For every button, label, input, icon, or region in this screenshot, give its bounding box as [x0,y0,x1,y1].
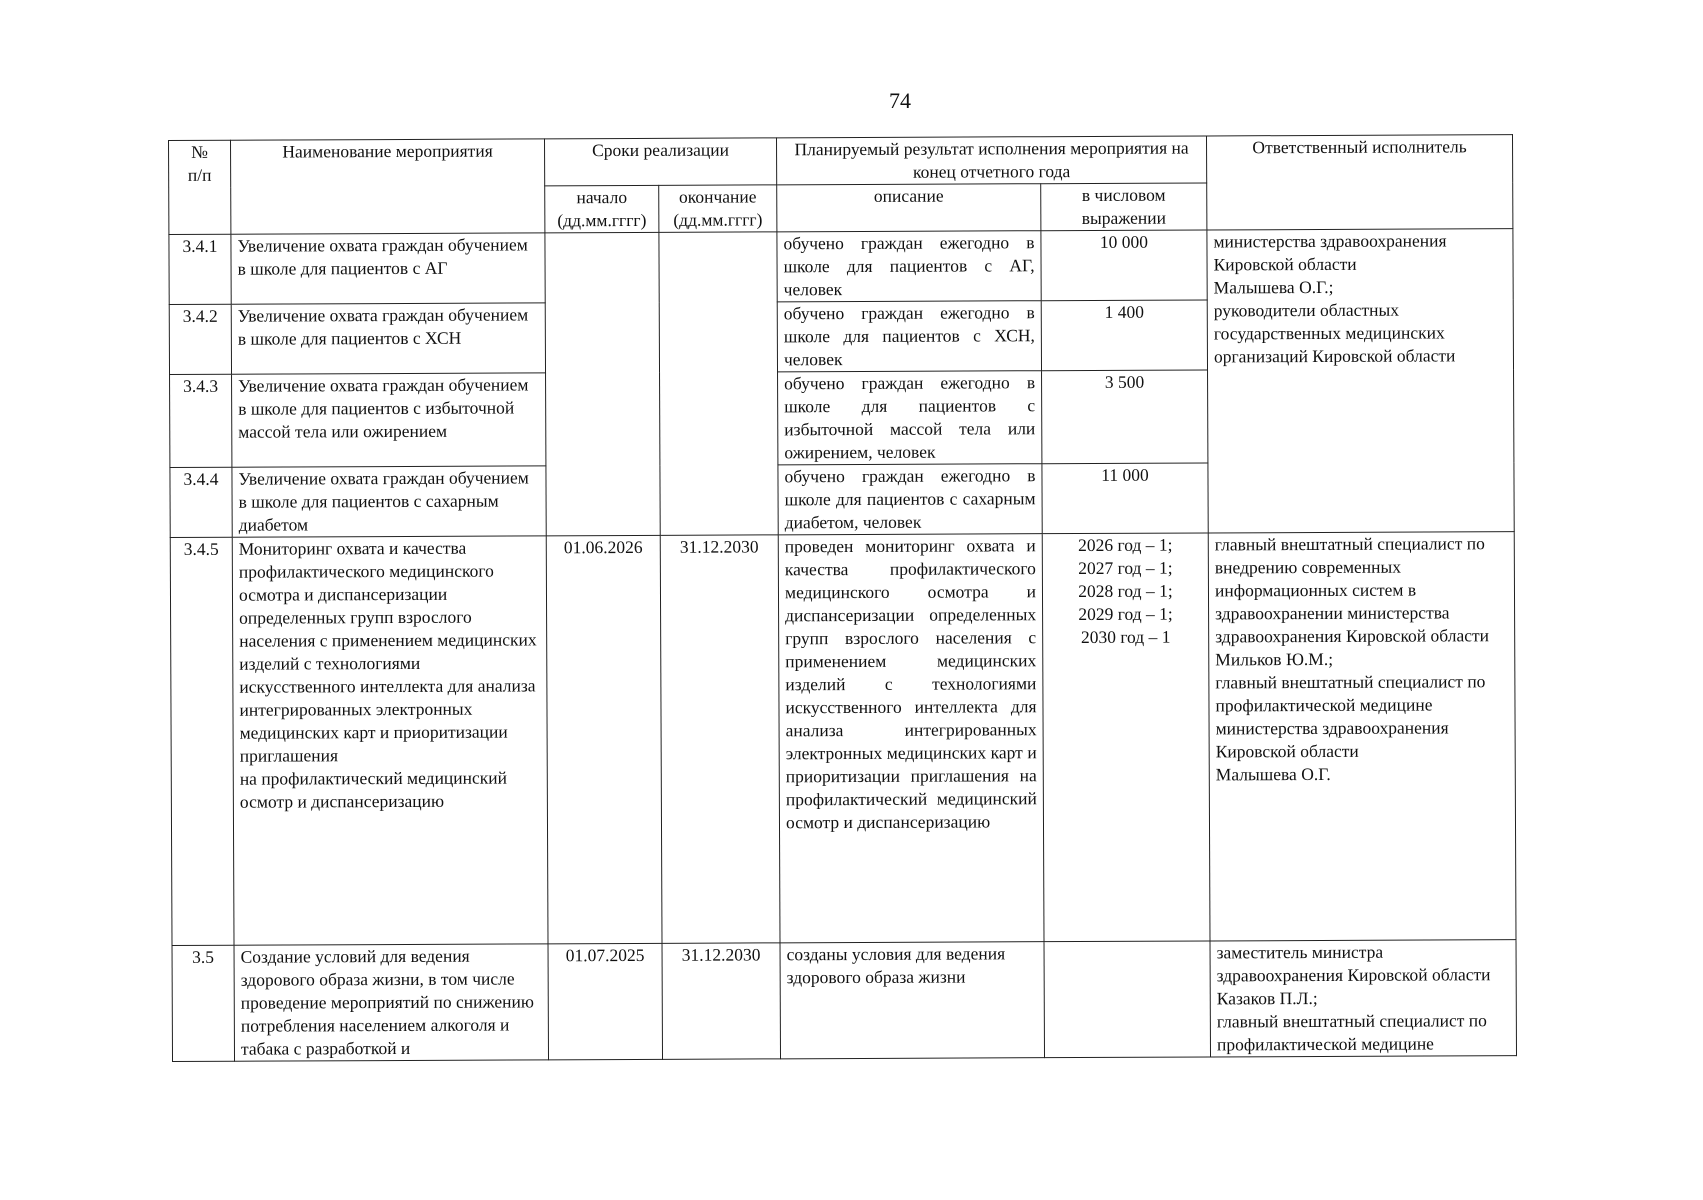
row-value: 3 500 [1042,370,1208,464]
table-header-row [169,135,1513,188]
row-responsible: главный внештатный специалист по внедрению современных информационных систем в здравоохранении министерства здравоохранения Кировской области Мильков Ю.М.; главный внештатный специалист по профилактической медицине министерства здравоохранения Кировской области Малышева О.Г. [1208,532,1516,941]
row-number: 3.4.5 [170,537,234,945]
table-row [169,229,1513,305]
header-responsible: Ответственный исполнитель [1206,135,1512,230]
table-row [172,940,1516,1062]
row-number: 3.4.1 [169,234,231,304]
header-numeric: в числовом выражении [1041,183,1207,231]
row-start-empty [545,232,660,535]
row-end: 31.12.2030 [662,943,781,1060]
row-name: Увеличение охвата граждан обучением в школе для пациентов с АГ [231,233,545,304]
row-name: Увеличение охвата граждан обучением в школе для пациентов с ХСН [231,303,545,374]
header-num: № п/п [169,140,231,234]
row-number: 3.5 [172,945,235,1061]
row-name: Увеличение охвата граждан обучением в школе для пациентов с сахарным диабетом [232,466,546,537]
row-value: 1 400 [1041,300,1207,371]
row-description: обучено граждан ежегодно в школе для пациентов с избыточной массой тела или ожирением, человек [778,371,1042,465]
header-end: окончание (дд.мм.гггг) [659,185,777,233]
row-name: Мониторинг охвата и качества профилактического медицинского осмотра и диспансеризации определенных групп взрослого населения с применением медицинских изделий с технологиями искусственного интеллекта для анализа интегрированных электронных медицинских карт и приоритизации приглашения на профилактический медицинский осмотр и диспансеризацию [232,536,548,945]
row-name: Создание условий для ведения здорового образа жизни, в том числе проведение мероприятий по снижению потребления населением алкоголя и табака с разработкой и [234,944,549,1061]
row-start: 01.07.2025 [548,943,663,1059]
row-number: 3.4.3 [170,374,232,467]
row-value: 2026 год – 1; 2027 год – 1; 2028 год – 1; 2029 год – 1; 2030 год – 1 [1042,533,1210,942]
row-value [1044,941,1211,1058]
row-description: обучено граждан ежегодно в школе для пациентов с АГ, человек [777,231,1041,302]
row-description: созданы условия для ведения здорового образа жизни [780,942,1045,1059]
row-number: 3.4.4 [170,467,232,537]
row-description: проведен мониторинг охвата и качества профилактического медицинского осмотра и диспансеризации определенных групп взрослого населения с применением медицинских изделий с технологиями искусственного интеллекта для анализа интегрированных электронных медицинских карт и приоритизации приглашения на профилактический медицинский осмотр и диспансеризацию [778,534,1044,943]
row-description: обучено граждан ежегодно в школе для пациентов с ХСН, человек [777,301,1041,372]
header-start: начало (дд.мм.гггг) [545,185,659,232]
row-description: обучено граждан ежегодно в школе для пациентов с сахарным диабетом, человек [778,464,1042,535]
row-number: 3.4.2 [169,304,231,374]
header-name: Наименование мероприятия [231,139,545,234]
row-name: Увеличение охвата граждан обучением в школе для пациентов с избыточной массой тела или ожирением [232,373,546,467]
header-result: Планируемый результат исполнения мероприятия на конец отчетного года [776,136,1206,185]
row-end-empty [659,232,778,536]
measures-table [168,134,1517,1062]
row-value: 11 000 [1042,463,1208,534]
page-number: 74 [889,88,911,113]
table-row [170,532,1516,946]
row-end: 31.12.2030 [660,535,780,944]
header-description: описание [777,184,1041,232]
row-start: 01.06.2026 [546,535,662,943]
row-responsible: заместитель министра здравоохранения Кировской области Казаков П.Л.; главный внештатный специалист по профилактической медицине [1210,940,1517,1057]
row-responsible: министерства здравоохранения Кировской области Малышева О.Г.; руководители областных государственных медицинских организаций Кировской области [1207,229,1514,533]
row-value: 10 000 [1041,230,1207,301]
header-terms: Сроки реализации [544,138,776,186]
